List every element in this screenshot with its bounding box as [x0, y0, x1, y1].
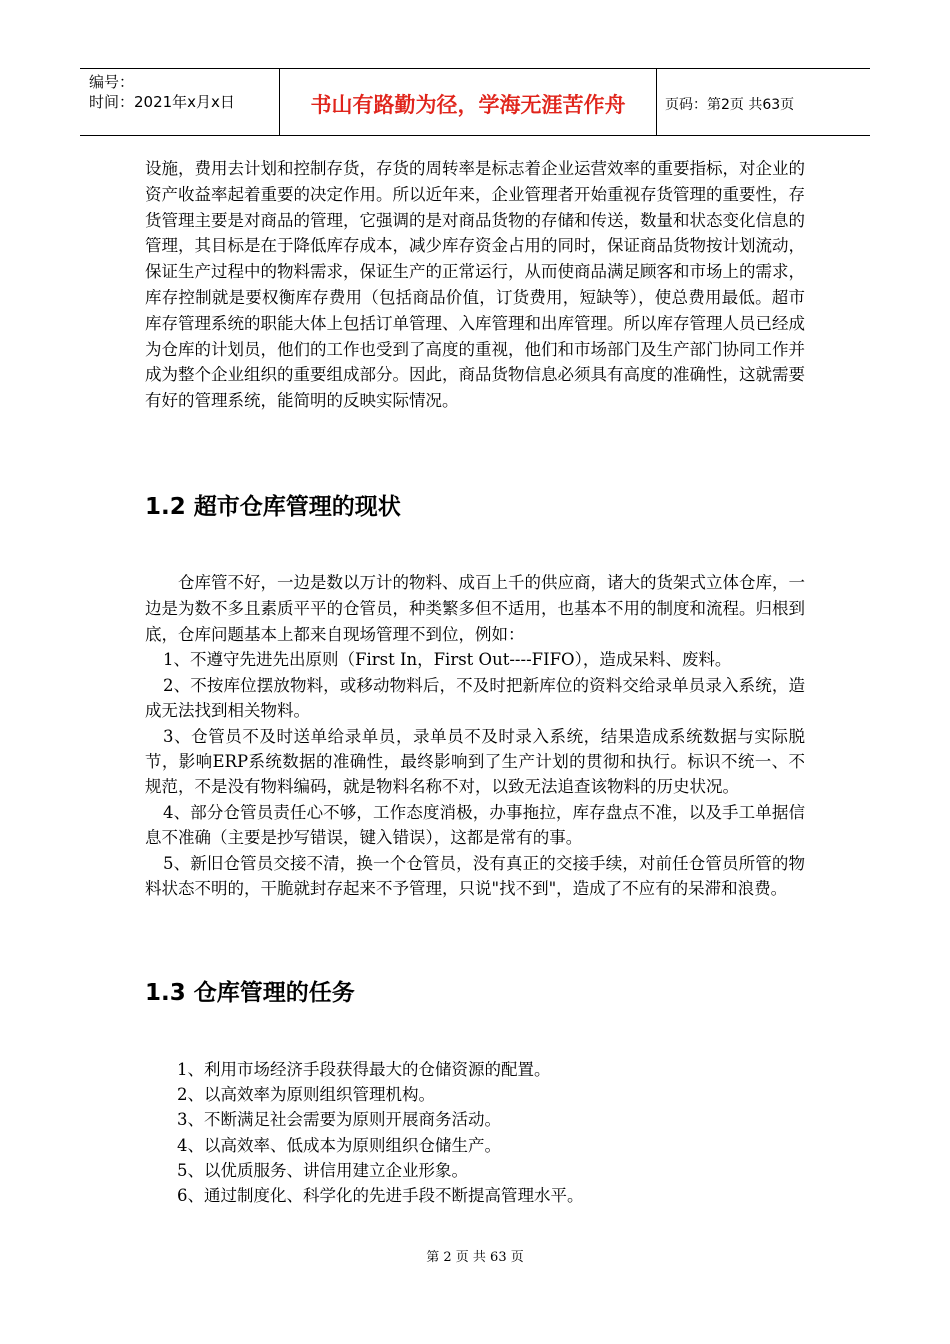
section-1-2-body: [145, 570, 805, 901]
section-1-2-heading: 1.2 超市仓库管理的现状: [145, 494, 401, 520]
list-item: 5、新旧仓管员交接不清，换一个仓管员，没有真正的交接手续，对前任仓管员所管的物料状态不明的，干脆就封存起来不予管理，只说"找不到"，造成了不应有的呆滞和浪费。: [145, 853, 805, 899]
header-meta-cell: [80, 69, 280, 135]
list-item: 3、仓管员不及时送单给录单员，录单员不及时录入系统，结果造成系统数据与实际脱节，影响ERP系统数据的准确性，最终影响到了生产计划的贯彻和执行。标识不统一、不规范，不是没有物料编码，就是物料名称不对，以致无法追查该物料的历史状况。: [145, 726, 805, 797]
header-page-info: 页码：第2页 共63页: [665, 97, 795, 113]
list-item: 1、不遵守先进先出原则（First In，First Out----FIFO），造成呆料、废料。: [163, 650, 732, 670]
list-item: 4、以高效率、低成本为原则组织仓储生产。: [177, 1135, 501, 1155]
list-item: 1、利用市场经济手段获得最大的仓储资源的配置。: [177, 1060, 551, 1079]
doc-time-label: 时间：2021年x月x日: [89, 93, 235, 111]
section-1-3-heading: 1.3 仓库管理的任务: [145, 980, 355, 1006]
list-item: 4、部分仓管员责任心不够，工作态度消极，办事拖拉，库存盘点不准，以及手工单据信息不准确（主要是抄写错误，键入错误），这都是常有的事。: [145, 802, 805, 848]
list-item: 3、不断满足社会需要为原则开展商务活动。: [177, 1110, 501, 1130]
doc-number-label: 编号：: [89, 73, 135, 91]
section-1-2-lead: 仓库管不好，一边是数以万计的物料、成百上千的供应商，诸大的货架式立体仓库，一边是为数不多且素质平平的仓管员，种类繁多但不适用，也基本不用的制度和流程。归根到底，仓库问题基本上都来自现场管理不到位，例如：: [145, 573, 805, 644]
section-1-3-body: [145, 1057, 805, 1208]
page-footer: 第 2 页 共 63 页: [426, 1250, 524, 1265]
intro-paragraph: 设施，费用去计划和控制存货，存货的周转率是标志着企业运营效率的重要指标，对企业的资产收益率起着重要的决定作用。所以近年来，企业管理者开始重视存货管理的重要性，存货管理主要是对商品的管理，它强调的是对商品货物的存储和传送，数量和状态变化信息的管理，其目标是在于降低库存成本，减少库存资金占用的同时，保证商品货物按计划流动，保证生产过程中的物料需求，保证生产的正常运行，从而使商品满足顾客和市场上的需求，库存控制就是要权衡库存费用（包括商品价值，订货费用，短缺等），使总费用最低。超市库存管理系统的职能大体上包括订单管理、入库管理和出库管理。所以库存管理人员已经成为仓库的计划员，他们的工作也受到了高度的重视，他们和市场部门及生产部门协同工作并成为整个企业组织的重要组成部分。因此，商品货物信息必须具有高度的准确性，这就需要有好的管理系统，能简明的反映实际情况。: [145, 159, 805, 411]
list-item: 6、通过制度化、科学化的先进手段不断提高管理水平。: [177, 1186, 584, 1206]
list-item: 2、以高效率为原则组织管理机构。: [177, 1085, 435, 1105]
intro-section: [145, 156, 805, 414]
page-header: [80, 68, 870, 136]
header-motto: 书山有路勤为径，学海无涯苦作舟: [280, 69, 657, 135]
list-item: 2、不按库位摆放物料，或移动物料后，不及时把新库位的资料交给录单员录入系统，造成无法找到相关物料。: [145, 675, 805, 721]
list-item: 5、以优质服务、讲信用建立企业形象。: [177, 1160, 468, 1180]
